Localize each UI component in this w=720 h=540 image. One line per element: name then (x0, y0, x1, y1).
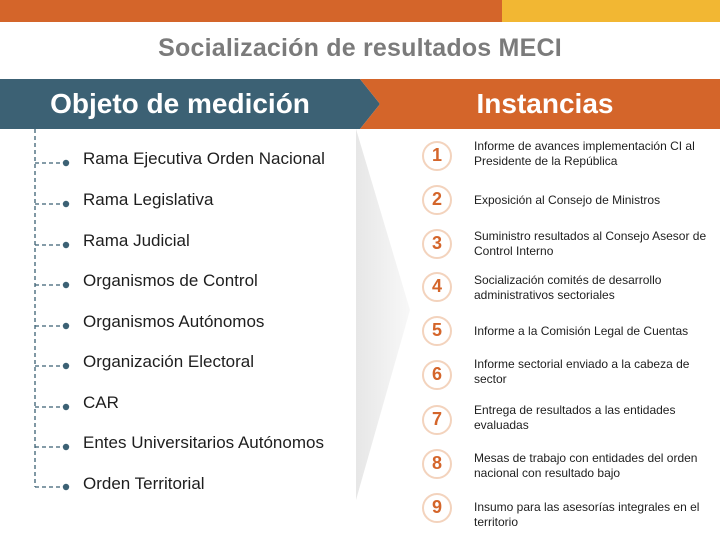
left-list-item: Organismos Autónomos (83, 312, 265, 331)
step-number-badge: 7 (422, 405, 452, 435)
step-number-badge: 2 (422, 185, 452, 215)
instance-text: Mesas de trabajo con entidades del orden nacional con resultado bajo (474, 451, 698, 480)
tree-node-dot (63, 323, 69, 329)
instance-text: Informe a la Comisión Legal de Cuentas (474, 324, 689, 338)
step-number-badge: 5 (422, 316, 452, 346)
left-list-item: Organismos de Control (83, 271, 258, 290)
left-list-item: Rama Judicial (83, 231, 190, 250)
left-column-header: Objeto de medición (50, 88, 310, 119)
tree-node-dot (63, 363, 69, 369)
instance-text: Exposición al Consejo de Ministros (474, 193, 661, 207)
left-list-item: Rama Ejecutiva Orden Nacional (83, 149, 325, 168)
right-column-header: Instancias (476, 88, 614, 119)
tree-node-dot (63, 444, 69, 450)
instance-text: Informe de avances implementación CI al Presidente de la República (474, 139, 695, 168)
tree-node-dot (63, 282, 69, 288)
left-list-item: Rama Legislativa (83, 190, 214, 209)
instance-text: Suministro resultados al Consejo Asesor de Control Interno (474, 229, 707, 258)
instance-text: Informe sectorial enviado a la cabeza de sector (474, 357, 690, 386)
tree-node-dot (63, 484, 69, 490)
step-number-badge: 8 (422, 449, 452, 479)
left-list-item: Organización Electoral (83, 352, 255, 371)
instance-text: Socialización comités de desarrollo administrativos sectoriales (474, 273, 662, 302)
tree-node-dot (63, 201, 69, 207)
instance-text: Entrega de resultados a las entidades evaluadas (474, 403, 676, 432)
left-list-item: Entes Universitarios Autónomos (83, 433, 324, 452)
tree-node-dot (63, 160, 69, 166)
instance-text: Insumo para las asesorías integrales en el territorio (474, 500, 700, 529)
tree-node-dot (63, 242, 69, 248)
left-list-item: CAR (83, 393, 119, 412)
step-number-badge: 9 (422, 493, 452, 523)
step-number-badge: 3 (422, 229, 452, 259)
step-number-badge: 6 (422, 360, 452, 390)
slide-title: Socialización de resultados MECI (158, 34, 562, 62)
left-list-item: Orden Territorial (83, 474, 205, 493)
tree-node-dot (63, 404, 69, 410)
step-number-badge: 1 (422, 141, 452, 171)
step-number-badge: 4 (422, 272, 452, 302)
